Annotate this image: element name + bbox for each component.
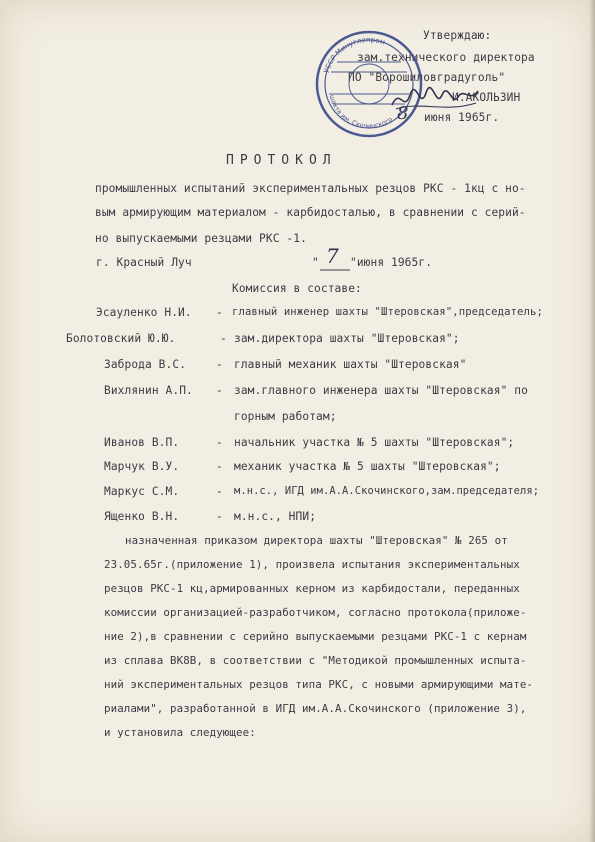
approval-line-1: Утверждаю: (423, 29, 492, 42)
page-edge-shadow (589, 0, 595, 842)
date-rest: "июня 1965г. (350, 256, 433, 269)
body-line-8: риалами", разработанной в ИГД им.А.А.Скочинского (приложение 3), (104, 702, 527, 715)
member-role: механик участка № 5 шахты "Штеровская"; (234, 460, 501, 473)
approval-line-3: ПО "Ворошиловградуголь" (348, 71, 506, 84)
member-role: зам.директора шахты "Штеровская"; (234, 332, 460, 345)
subtitle-line-1: промышленных испытаний экспериментальных резцов РКС - 1кц с но- (95, 182, 526, 195)
member-role: начальник участка № 5 шахты "Штеровская"; (234, 436, 515, 449)
subtitle-line-3: но выпускаемыми резцами РКС -1. (95, 232, 307, 245)
member-name: Иванов В.П. (104, 436, 180, 449)
body-line-6: из сплава ВК8В, в соответствии с "Методикой промышленных испыта- (104, 654, 527, 667)
body-line-9: и установила следующее: (104, 726, 256, 739)
body-line-2: 23.05.65г.(приложение 1), произвела испытания экспериментальных (104, 558, 520, 571)
member-name: Маркус С.М. (104, 485, 180, 498)
svg-text:УССР Минуглепром (323, 36, 387, 74)
member-dash: - (216, 436, 223, 449)
body-line-7: ний экспериментальных резцов типа РКС, с новыми армирующими мате- (104, 678, 534, 691)
member-role: зам.главного инженера шахты "Штеровская" по (234, 384, 528, 397)
date-day-handwritten: 7 (326, 244, 339, 268)
approval-name: И.АКОЛЬЗИН (452, 91, 521, 104)
member-dash: - (216, 460, 223, 473)
place: г. Красный Луч (96, 256, 192, 269)
member-name: Забродa В.С. (104, 358, 187, 371)
member-dash: - (216, 510, 223, 523)
member-dash: - (216, 384, 223, 397)
stamp-mid-text: Минуглепром (333, 35, 387, 58)
stamp-top-text: УССР (322, 53, 339, 75)
document-title: ПРОТОКОЛ (226, 153, 337, 168)
approval-day-handwritten: 8 (397, 103, 409, 124)
member-name: Вихлянин А.П. (104, 384, 193, 397)
member-role: м.н.с., ИГД им.А.А.Скочинского,зам.председателя; (234, 485, 540, 497)
date-underline (320, 268, 350, 272)
member-dash: - (216, 306, 223, 319)
commission-heading: Комиссия в составе: (232, 282, 362, 295)
handwritten-signature (390, 83, 480, 117)
member-dash: - (216, 485, 223, 498)
member-role: м.н.с., НПИ; (234, 510, 317, 523)
approval-date: июня 1965г. (424, 111, 500, 124)
member-name: Марчук В.У. (104, 460, 180, 473)
subtitle-line-2: вым армирующим материалом - карбидосталью, в сравнении с серий- (95, 206, 526, 219)
body-line-4: комиссии организацией-разработчиком, согласно протокола(приложе- (104, 606, 527, 619)
date-open-quote: " (312, 256, 319, 269)
body-line-3: резцов РКС-1 кц,армированных керном из карбидостали, переданных (104, 582, 520, 595)
member-dash: - (220, 332, 227, 345)
body-line-1: назначенная приказом директора шахты "Штеровская" № 265 от (125, 534, 508, 547)
member-name: Эсауленко Н.И. (96, 306, 192, 319)
member-dash: - (216, 358, 223, 371)
stamp-bottom-text: шахта им. Скочинского (327, 93, 394, 131)
member-role-continued: горным работам; (234, 410, 337, 423)
body-line-5: ние 2),в сравнении с серийно выпускаемыми резцами РКС-1 с кернам (104, 630, 527, 643)
member-name: Болотовский Ю.Ю. (66, 332, 176, 345)
member-role: главный механик шахты "Штеровская" (234, 358, 467, 371)
member-name: Ященко В.Н. (104, 510, 180, 523)
approval-line-2: зам.технического директора (357, 51, 535, 64)
member-role: главный инженер шахты "Штеровская",председатель; (232, 306, 543, 318)
